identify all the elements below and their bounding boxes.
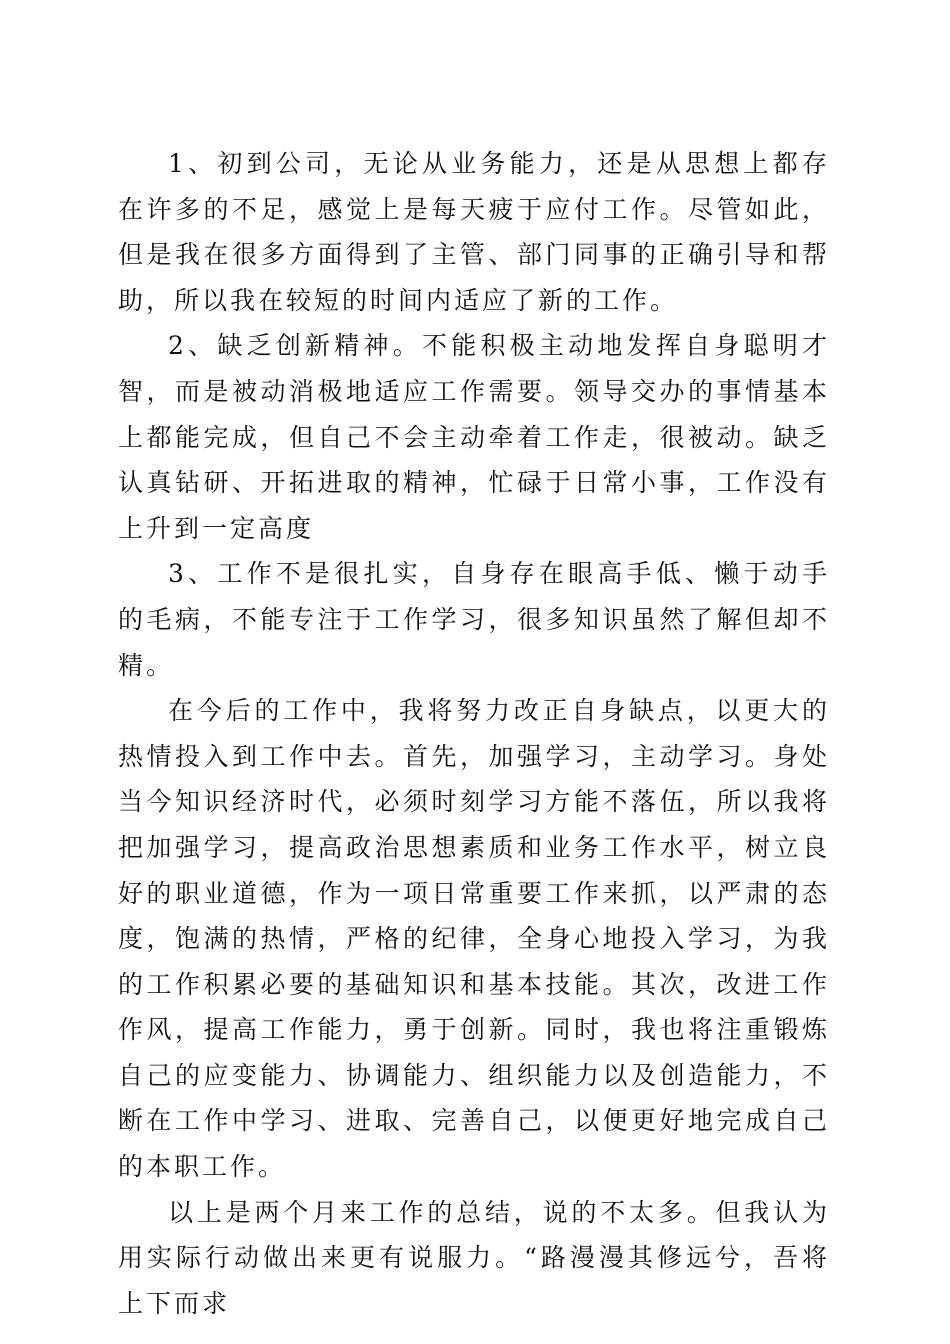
paragraph-5: 以上是两个月来工作的总结，说的不太多。但我认为用实际行动做出来更有说服力。“路漫漫其修远兮，吾将上下而求: [118, 1197, 830, 1318]
paragraph-2: 2、缺乏创新精神。不能积极主动地发挥自身聪明才智，而是被动消极地适应工作需要。领导交办的事情基本上都能完成，但自己不会主动牵着工作走，很被动。缺乏认真钻研、开拓进取的精神，忙碌于日常小事，工作没有上升到一定高度: [118, 331, 830, 543]
paragraph-1: 1、初到公司，无论从业务能力，还是从思想上都存在许多的不足，感觉上是每天疲于应付工作。尽管如此，但是我在很多方面得到了主管、部门同事的正确引导和帮助，所以我在较短的时间内适应了新的工作。: [118, 149, 830, 315]
paragraph-3: 3、工作不是很扎实，自身存在眼高手低、懒于动手的毛病，不能专注于工作学习，很多知识虽然了解但却不精。: [118, 559, 830, 680]
paragraph-4: 在今后的工作中，我将努力改正自身缺点，以更大的热情投入到工作中去。首先，加强学习，主动学习。身处当今知识经济时代，必须时刻学习方能不落伍，所以我将把加强学习，提高政治思想素质和业务工作水平，树立良好的职业道德，作为一项日常重要工作来抓，以严肃的态度，饱满的热情，严格的纪律，全身心地投入学习，为我的工作积累必要的基础知识和基本技能。其次，改进工作作风，提高工作能力，勇于创新。同时，我也将注重锻炼自己的应变能力、协调能力、组织能力以及创造能力，不断在工作中学习、进取、完善自己，以便更好地完成自己的本职工作。: [118, 696, 830, 1182]
document-body: [118, 141, 830, 1326]
